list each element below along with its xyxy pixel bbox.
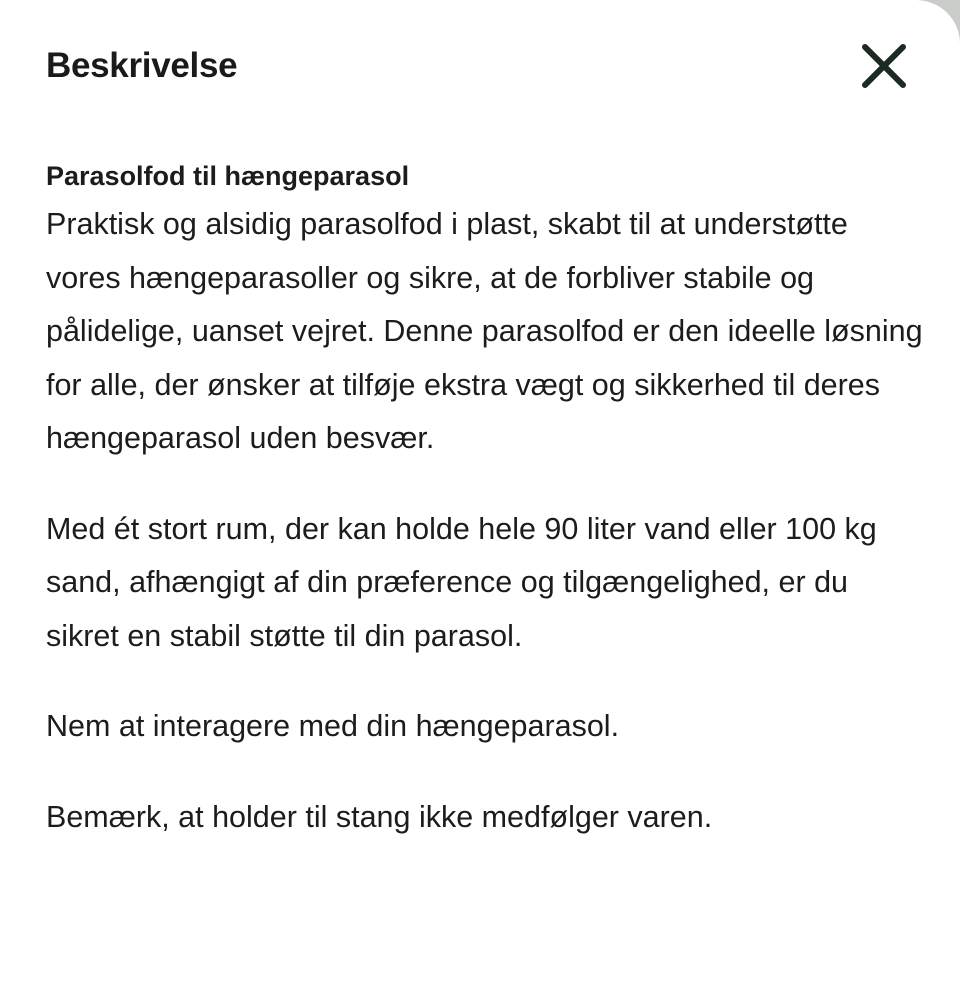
product-subtitle: Parasolfod til hængeparasol: [46, 161, 410, 191]
description-content: [46, 154, 926, 881]
description-paragraph: Bemærk, at holder til stang ikke medfølger varen.: [46, 799, 713, 834]
sheet-title: Beskrivelse: [46, 46, 238, 85]
close-icon: [858, 40, 910, 92]
description-paragraph: Med ét stort rum, der kan holde hele 90 liter vand eller 100 kg sand, afhængigt af din præference og tilgængelighed, er du sikret en stabil støtte til din parasol.: [46, 511, 877, 653]
close-button[interactable]: [858, 40, 910, 92]
description-paragraph: Nem at interagere med din hængeparasol.: [46, 709, 620, 743]
description-paragraph: Praktisk og alsidig parasolfod i plast, skabt til at understøtte vores hængeparasoller og sikre, at de forbliver stabile og pålidelige, uanset vejret. Denne parasolfod er den ideelle løsning for alle, der ønsker at tilføje ekstra vægt og sikkerhed til deres hængeparasol uden besvær.: [46, 207, 923, 455]
